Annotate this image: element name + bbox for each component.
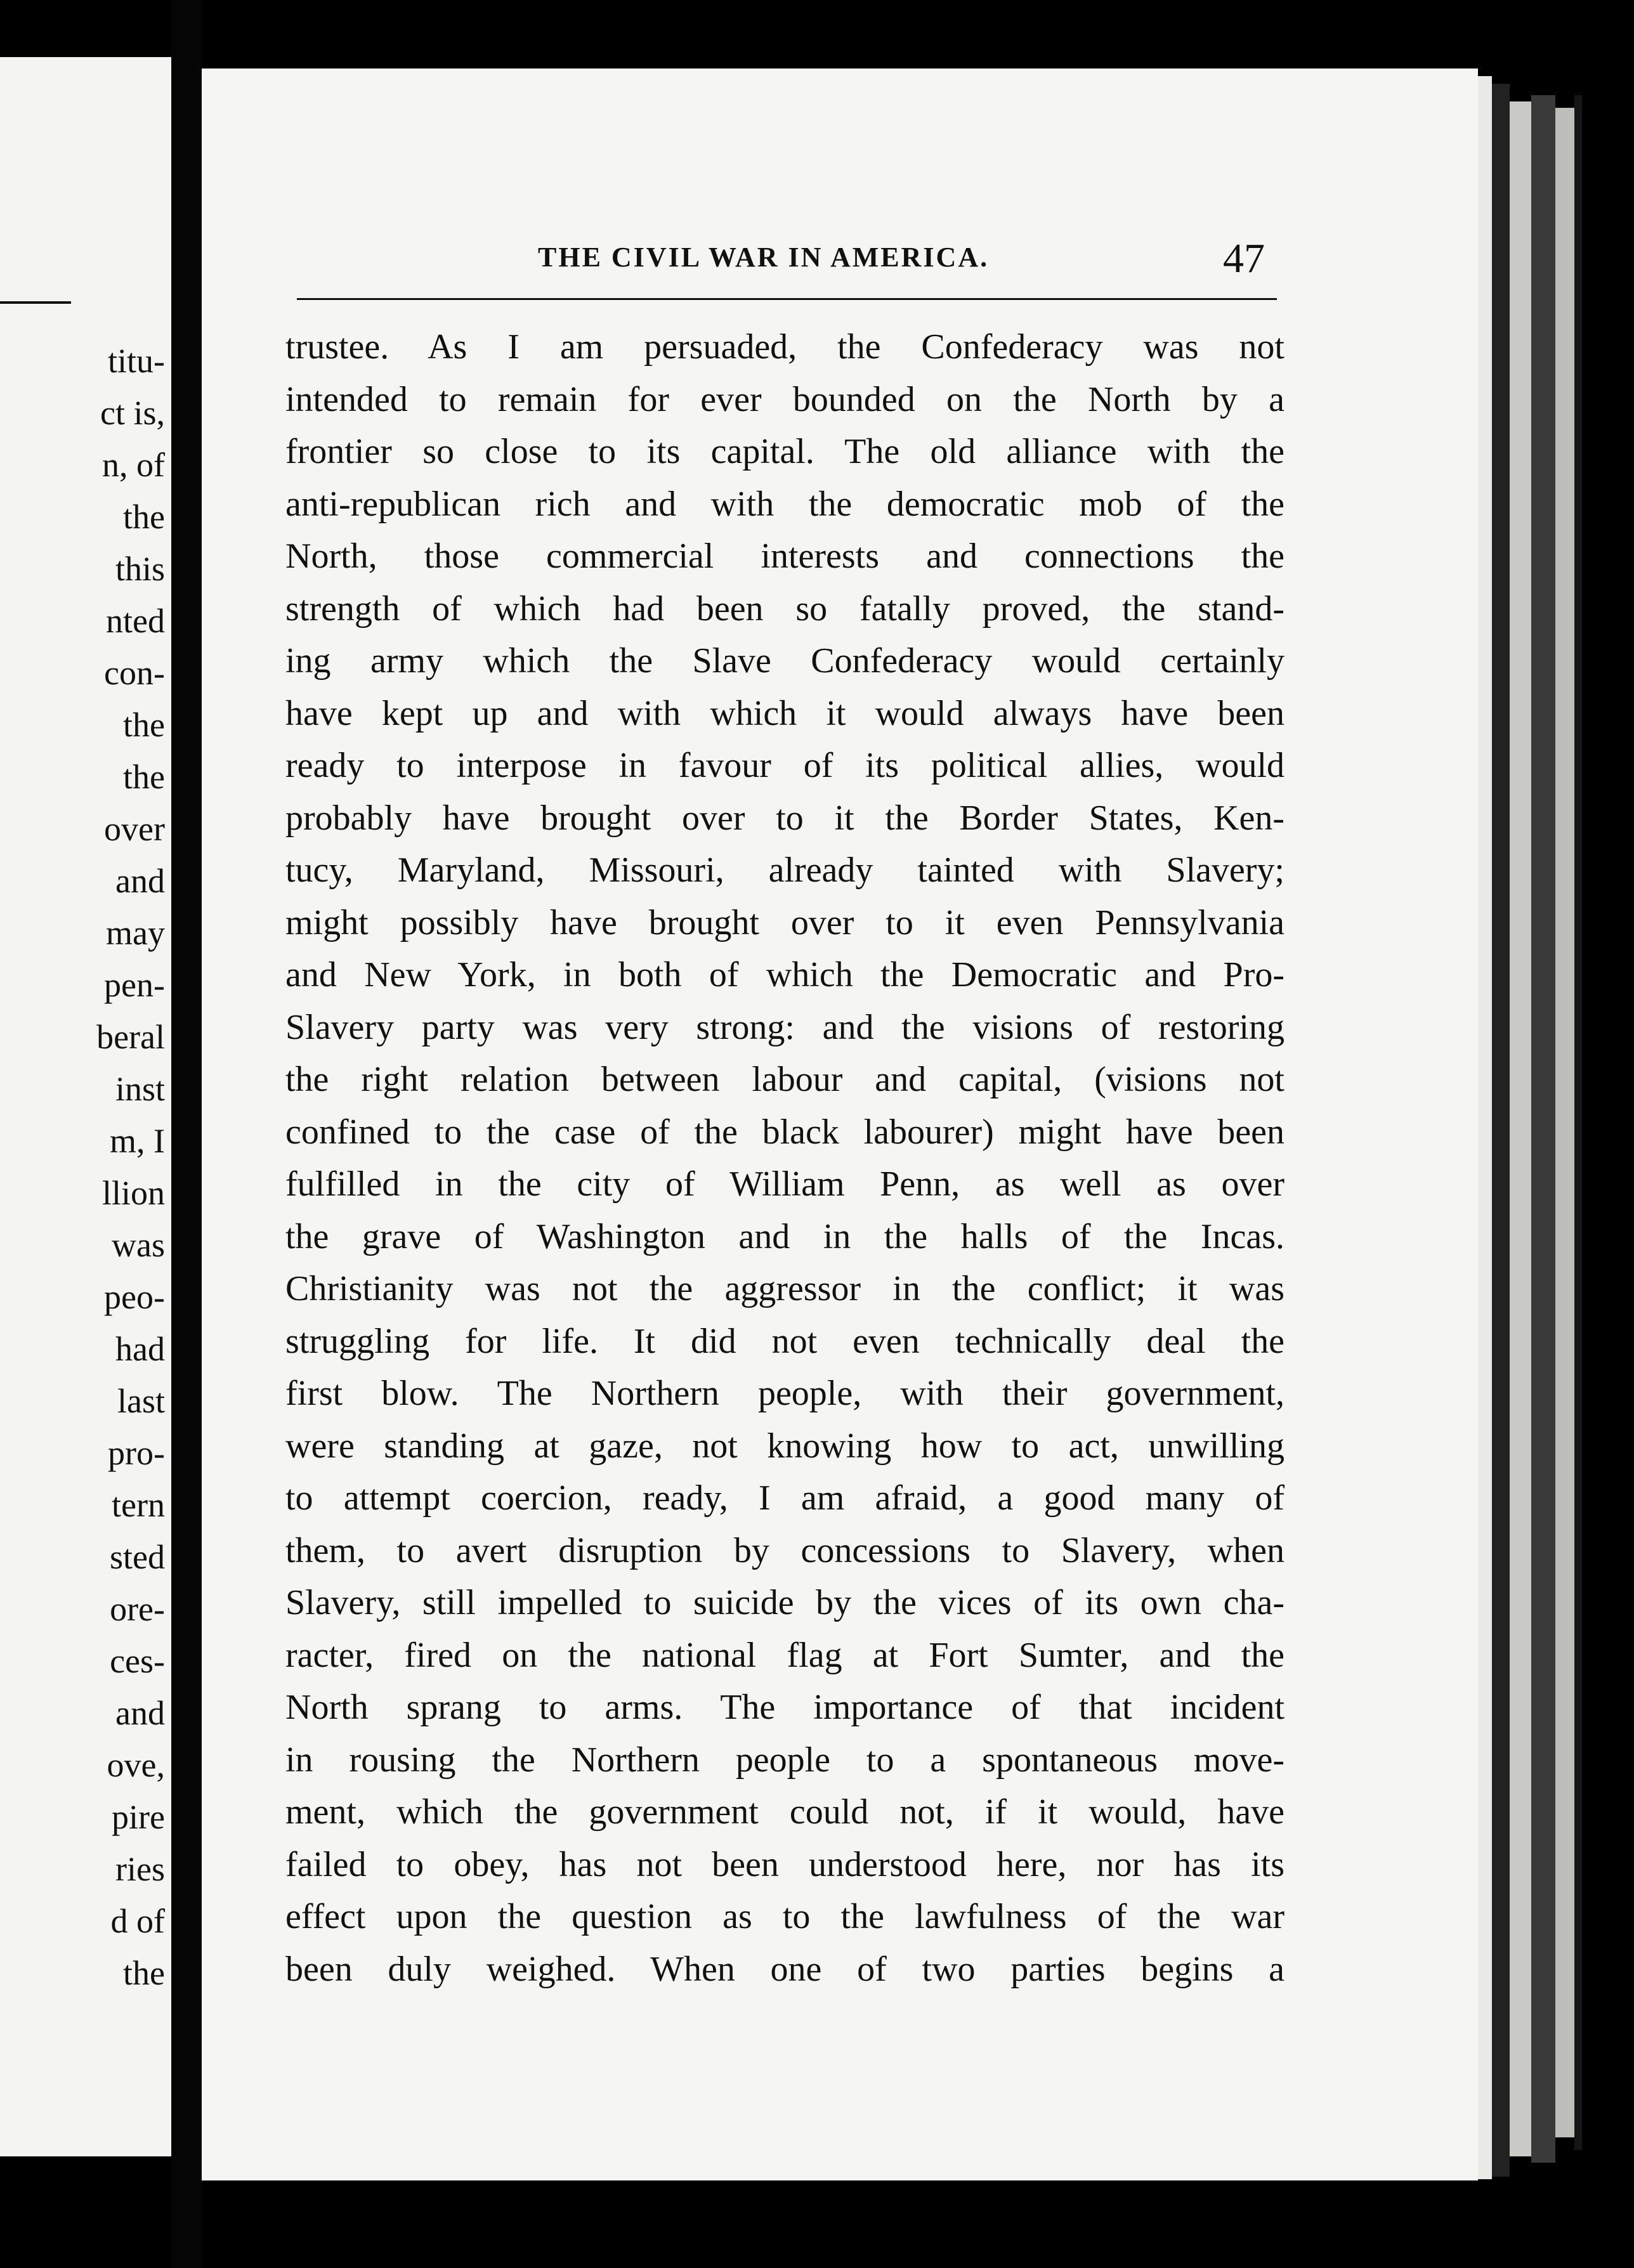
previous-page-line: ct is, [100,394,165,432]
book-gutter [171,0,203,2268]
text-line: strength of which had been so fatally proved, the stand- [285,589,1284,629]
text-line: the grave of Washington and in the halls of the Incas. [285,1216,1284,1256]
previous-page-line: inst [115,1070,165,1108]
text-line: racter, fired on the national flag at Fort Sumter, and the [285,1635,1284,1675]
previous-page-line: nted [106,602,165,640]
previous-page-line: llion [101,1174,165,1212]
previous-page-line: pen- [104,966,165,1004]
previous-page-line: titu- [108,342,165,380]
page-number: 47 [1223,235,1265,282]
text-line: trustee. As I am persuaded, the Confederacy was not [285,327,1284,367]
text-line: have kept up and with which it would always have been [285,693,1284,733]
previous-page-line: d of [110,1902,165,1940]
previous-page-line: tern [112,1486,165,1524]
previous-page-line: this [115,550,165,588]
previous-page-line: beral [96,1018,165,1056]
page-block-edge [1555,108,1574,2137]
text-line: been duly weighed. When one of two parties begins a [285,1949,1284,1989]
body-text [285,321,1284,1995]
previous-page-line: had [115,1330,165,1368]
page-block-shadow [1531,95,1555,2163]
previous-page-line: was [112,1226,165,1264]
text-line: Slavery, still impelled to suicide by the vices of its own cha- [285,1583,1284,1622]
previous-page-line: over [104,810,165,848]
previous-page-line: the [123,1954,165,1992]
previous-page-line: ore- [110,1590,165,1628]
text-line: ing army which the Slave Confederacy would certainly [285,641,1284,681]
text-line: ment, which the government could not, if it would, have [285,1792,1284,1832]
previous-page-line: the [123,498,165,536]
page-edge [1478,76,1492,2179]
previous-page-line: ces- [110,1642,165,1680]
text-line: the right relation between labour and capital, (visions not [285,1060,1284,1099]
previous-page-text [96,335,165,1999]
previous-page-line: n, of [102,446,165,484]
previous-page-line: pro- [108,1434,165,1472]
previous-page [0,57,171,2156]
text-line: frontier so close to its capital. The old alliance with the [285,432,1284,471]
text-line: Slavery party was very strong: and the visions of restoring [285,1007,1284,1047]
text-line: effect upon the question as to the lawfulness of the war [285,1897,1284,1936]
text-line: struggling for life. It did not even technically deal the [285,1321,1284,1361]
text-line: confined to the case of the black labourer) might have been [285,1112,1284,1152]
text-line: North sprang to arms. The importance of that incident [285,1688,1284,1727]
previous-page-line: ries [115,1850,165,1888]
text-line: were standing at gaze, not knowing how to act, unwilling [285,1426,1284,1466]
text-line: tucy, Maryland, Missouri, already tainted with Slavery; [285,850,1284,890]
running-head [202,235,1478,285]
previous-page-line: and [115,862,165,900]
previous-page-line: m, I [110,1122,165,1160]
previous-page-line: the [123,758,165,796]
text-line: first blow. The Northern people, with their government, [285,1374,1284,1413]
text-line: intended to remain for ever bounded on the North by a [285,379,1284,419]
text-line: and New York, in both of which the Democratic and Pro- [285,955,1284,994]
previous-page-line: con- [104,654,165,692]
previous-page-line: sted [110,1538,165,1576]
previous-page-line: pire [112,1798,165,1836]
text-line: probably have brought over to it the Border States, Ken- [285,798,1284,838]
text-line: Christianity was not the aggressor in the conflict; it was [285,1269,1284,1308]
text-line: fulfilled in the city of William Penn, as well as over [285,1164,1284,1204]
previous-page-line: the [123,706,165,744]
text-line: might possibly have brought over to it even Pennsylvania [285,903,1284,942]
text-line: to attempt coercion, ready, I am afraid, a good many of [285,1478,1284,1518]
previous-page-line: last [117,1382,165,1420]
page-block-shadow [1492,84,1510,2177]
previous-page-line: and [115,1694,165,1732]
running-title: THE CIVIL WAR IN AMERICA. [538,242,990,273]
header-rule [297,298,1277,300]
text-line: them, to avert disruption by concessions to Slavery, when [285,1530,1284,1570]
previous-page-line: peo- [104,1278,165,1316]
text-line: North, those commercial interests and connections the [285,537,1284,576]
previous-page-line: may [106,914,165,952]
text-line: anti-republican rich and with the democratic mob of the [285,484,1284,524]
previous-page-line: ove, [107,1746,165,1784]
text-line: in rousing the Northern people to a spontaneous move- [285,1740,1284,1780]
text-line: failed to obey, has not been understood here, nor has its [285,1844,1284,1884]
page-block-edge [1510,101,1531,2156]
text-line: ready to interpose in favour of its political allies, would [285,746,1284,785]
book-cover-edge [1574,95,1582,2150]
book-page [202,68,1478,2180]
previous-page-header-rule [0,301,71,304]
